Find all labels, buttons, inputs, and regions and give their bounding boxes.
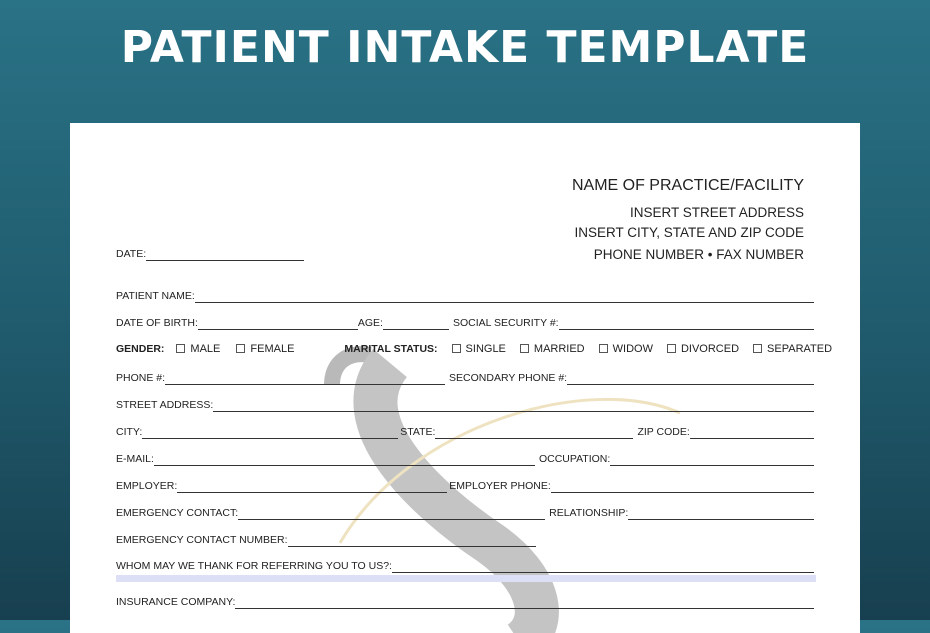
street-address-field[interactable] [213, 399, 814, 412]
state-field[interactable] [435, 426, 633, 439]
checkbox-separated[interactable] [753, 344, 762, 353]
date-field[interactable] [146, 248, 304, 261]
marital-widow-option[interactable] [599, 343, 653, 356]
occupation-field[interactable] [610, 453, 814, 466]
checkbox-divorced[interactable] [667, 344, 676, 353]
marital-divorced-option[interactable] [667, 343, 739, 356]
gender-male-text: MALE [190, 343, 221, 355]
marital-status-label: MARITAL STATUS: [344, 343, 438, 355]
facility-phone-line: PHONE NUMBER • FAX NUMBER [593, 247, 804, 262]
marital-separated-text: SEPARATED [767, 343, 833, 355]
state-label: STATE: [400, 426, 436, 438]
patient-name-field[interactable] [195, 290, 814, 303]
facility-name: NAME OF PRACTICE/FACILITY [571, 177, 804, 194]
marital-single-text: SINGLE [465, 343, 506, 355]
relationship-label: RELATIONSHIP: [549, 507, 629, 519]
checkbox-single[interactable] [452, 344, 461, 353]
emergency-number-label: EMERGENCY CONTACT NUMBER: [116, 534, 288, 546]
marital-married-option[interactable] [520, 343, 585, 356]
secondary-phone-field[interactable] [567, 372, 814, 385]
gender-female-option[interactable] [236, 343, 294, 356]
dob-field[interactable] [198, 317, 358, 330]
emergency-contact-label: EMERGENCY CONTACT: [116, 507, 239, 519]
emergency-contact-field[interactable] [238, 507, 545, 520]
insurance-company-label: INSURANCE COMPANY: [116, 596, 236, 608]
email-field[interactable] [154, 453, 535, 466]
insurance-company-field[interactable] [235, 596, 814, 609]
phone-label: PHONE #: [116, 372, 166, 384]
facility-header [572, 177, 804, 265]
dob-label: DATE OF BIRTH: [116, 317, 198, 329]
checkbox-female[interactable] [236, 344, 245, 353]
marital-single-option[interactable] [452, 343, 506, 356]
email-label: E-MAIL: [116, 453, 154, 465]
page-title: PATIENT INTAKE TEMPLATE [120, 22, 810, 73]
age-field[interactable] [383, 317, 449, 330]
street-address-label: STREET ADDRESS: [116, 399, 214, 411]
relationship-field[interactable] [628, 507, 814, 520]
checkbox-widow[interactable] [599, 344, 608, 353]
referral-label: WHOM MAY WE THANK FOR REFERRING YOU TO US?: [116, 560, 392, 572]
marital-widow-text: WIDOW [612, 343, 653, 355]
age-label: AGE: [357, 317, 383, 329]
referral-field[interactable] [392, 560, 814, 573]
marital-married-text: MARRIED [533, 343, 585, 355]
date-label: DATE: [116, 248, 147, 260]
gender-label: GENDER: [116, 343, 165, 355]
employer-phone-label: EMPLOYER PHONE: [449, 480, 551, 492]
facility-address: INSERT STREET ADDRESS [629, 205, 804, 220]
city-label: CITY: [116, 426, 143, 438]
occupation-label: OCCUPATION: [538, 453, 611, 465]
employer-label: EMPLOYER: [116, 480, 178, 492]
employer-phone-field[interactable] [551, 480, 814, 493]
gender-female-text: FEMALE [250, 343, 295, 355]
city-field[interactable] [142, 426, 398, 439]
ssn-label: SOCIAL SECURITY #: [452, 317, 559, 329]
zip-code-field[interactable] [690, 426, 814, 439]
marital-separated-option[interactable] [753, 343, 832, 356]
zip-code-label: ZIP CODE: [637, 426, 690, 438]
checkbox-male[interactable] [176, 344, 185, 353]
facility-city-line: INSERT CITY, STATE AND ZIP CODE [574, 225, 804, 240]
emergency-number-field[interactable] [288, 534, 536, 547]
employer-field[interactable] [177, 480, 447, 493]
patient-name-label: PATIENT NAME: [116, 290, 195, 302]
ssn-field[interactable] [559, 317, 814, 330]
intake-form-sheet [70, 123, 860, 633]
gender-male-option[interactable] [176, 343, 220, 356]
marital-divorced-text: DIVORCED [680, 343, 740, 355]
secondary-phone-label: SECONDARY PHONE #: [449, 372, 568, 384]
section-divider-band [116, 575, 816, 582]
phone-field[interactable] [165, 372, 445, 385]
checkbox-married[interactable] [520, 344, 529, 353]
